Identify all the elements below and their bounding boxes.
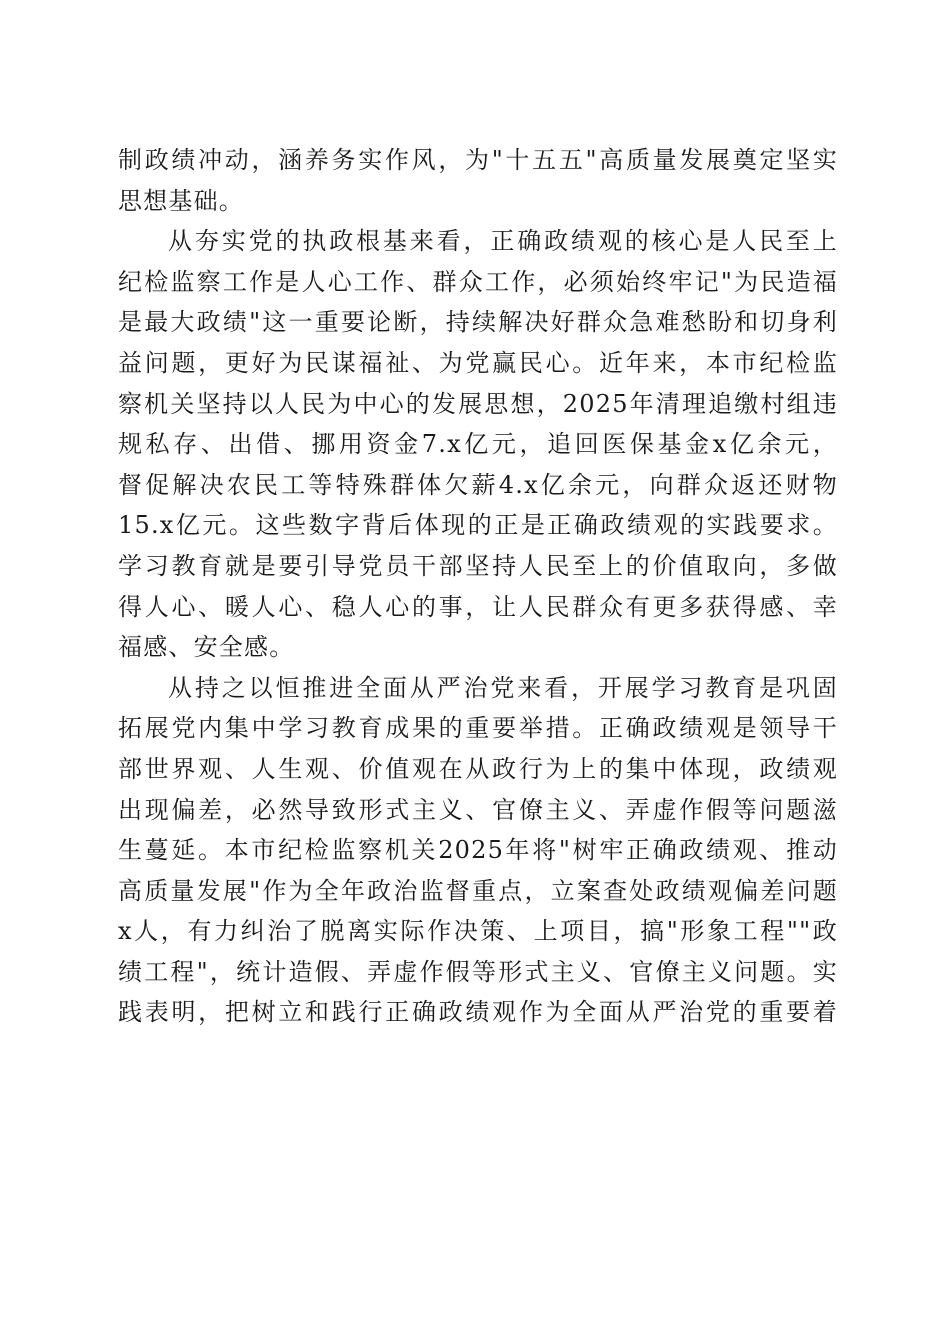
text-line: 践表明，把树立和践行正确政绩观作为全面从严治党的重要着 (118, 998, 838, 1027)
text-line: 督促解决农民工等特殊群体欠薪4.x亿余元，向群众返还财物 (118, 470, 838, 499)
text-line: 益问题，更好为民谋福祉、为党赢民心。近年来，本市纪检监 (118, 348, 838, 377)
document-body (118, 140, 838, 1033)
text-line: 思想基础。 (118, 186, 244, 215)
text-line: 是最大政绩"这一重要论断，持续解决好群众急难愁盼和切身利 (118, 308, 838, 337)
text-line: 察机关坚持以人民为中心的发展思想，2025年清理追缴村组违 (118, 389, 838, 418)
text-line: 规私存、出借、挪用资金7.x亿元，追回医保基金x亿余元， (118, 430, 838, 459)
text-line: 出现偏差，必然导致形式主义、官僚主义、弄虚作假等问题滋 (118, 795, 838, 824)
text-line: 高质量发展"作为全年政治监督重点，立案查处政绩观偏差问题 (118, 876, 838, 905)
text-line: 部世界观、人生观、价值观在从政行为上的集中体现，政绩观 (118, 754, 838, 783)
text-line: 制政绩冲动，涵养务实作风，为"十五五"高质量发展奠定坚实 (118, 146, 838, 174)
text-line: 得人心、暖人心、稳人心的事，让人民群众有更多获得感、幸 (118, 592, 838, 621)
text-line: 绩工程"，统计造假、弄虚作假等形式主义、官僚主义问题。实 (118, 957, 838, 986)
paragraph-first-line: 从夯实党的执政根基来看，正确政绩观的核心是人民至上 (168, 227, 838, 256)
text-line: 拓展党内集中学习教育成果的重要举措。正确政绩观是领导干 (118, 714, 838, 743)
text-line: 生蔓延。本市纪检监察机关2025年将"树牢正确政绩观、推动 (118, 836, 838, 865)
text-line: 学习教育就是要引导党员干部坚持人民至上的价值取向，多做 (118, 551, 838, 580)
text-line: 纪检监察工作是人心工作、群众工作，必须始终牢记"为民造福 (118, 267, 838, 296)
paragraph-first-line: 从持之以恒推进全面从严治党来看，开展学习教育是巩固 (168, 673, 838, 702)
text-line: 15.x亿元。这些数字背后体现的正是正确政绩观的实践要求。 (118, 511, 838, 540)
text-line: 福感、安全感。 (118, 633, 295, 662)
text-line: x人，有力纠治了脱离实际作决策、上项目，搞"形象工程""政 (118, 917, 838, 946)
